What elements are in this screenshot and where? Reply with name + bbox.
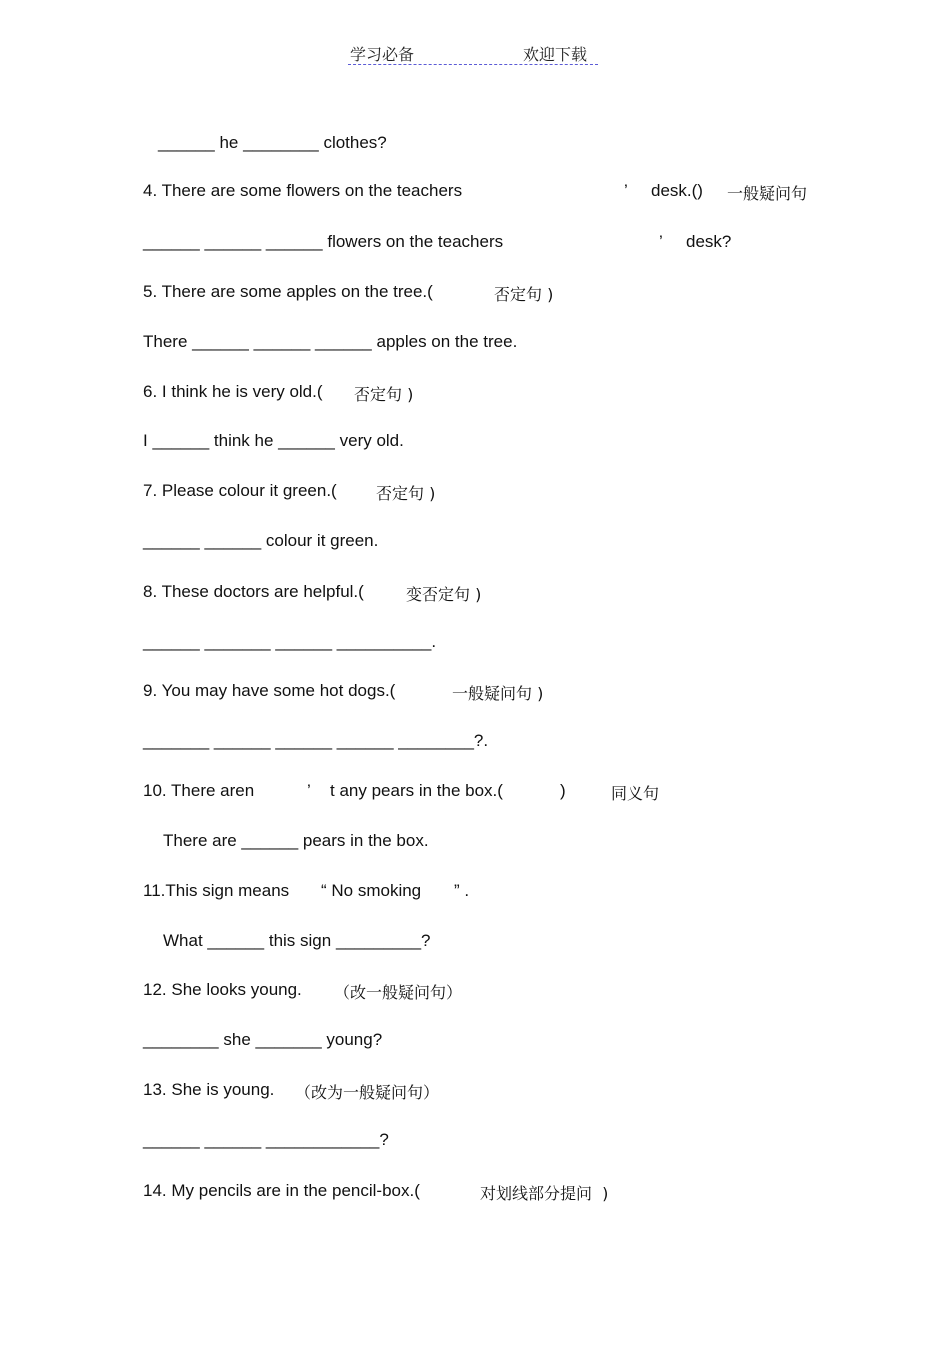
header-right-text: 欢迎下载	[523, 45, 588, 64]
instruction-note: （改一般疑问句）	[334, 983, 463, 1002]
instruction-note: 否定句 )	[376, 484, 436, 503]
exercise-text: 5. There are some apples on the tree.(	[143, 282, 433, 301]
exercise-text: 12. She looks young.	[143, 980, 302, 999]
exercise-text: ______ ______ ______ flowers on the teachers	[143, 232, 504, 251]
header-left-text: 学习必备	[350, 45, 415, 64]
exercise-text: What ______ this sign _________?	[163, 931, 431, 950]
instruction-note: 一般疑问句	[727, 184, 808, 203]
instruction-note: （改为一般疑问句）	[295, 1083, 440, 1102]
instruction-note: 否定句 )	[494, 285, 554, 304]
exercise-text: I ______ think he ______ very old.	[143, 431, 404, 450]
instruction-note: 对划线部分提问 )	[480, 1184, 609, 1203]
exercise-text: 7. Please colour it green.(	[143, 481, 337, 500]
exercise-text: 14. My pencils are in the pencil-box.(	[143, 1181, 420, 1200]
exercise-text: t any pears in the box.(	[330, 781, 503, 800]
exercise-text: “ No smoking	[321, 881, 422, 900]
exercise-text: ’	[307, 781, 311, 800]
exercise-text: 9. You may have some hot dogs.(	[143, 681, 396, 700]
exercise-text: 13. She is young.	[143, 1080, 275, 1099]
exercise-text: 4. There are some flowers on the teachers	[143, 181, 463, 200]
exercise-text: 10. There aren	[143, 781, 255, 800]
exercise-text: )	[560, 781, 566, 800]
page-header	[348, 42, 598, 65]
exercise-text: 6. I think he is very old.(	[143, 382, 323, 401]
instruction-note: 同义句	[611, 784, 660, 803]
exercise-text: ______ ______ ____________?	[143, 1130, 389, 1149]
instruction-note: 一般疑问句 )	[452, 684, 544, 703]
exercise-text: ’	[659, 232, 663, 251]
exercise-text: _______ ______ ______ ______ ________?.	[143, 731, 489, 750]
instruction-note: 变否定句 )	[406, 585, 482, 604]
exercise-text: desk.()	[651, 181, 703, 200]
exercise-text: ________ she _______ young?	[143, 1030, 383, 1049]
exercise-text: ______ _______ ______ __________.	[143, 632, 437, 651]
exercise-text: 11.This sign means	[143, 881, 290, 900]
exercise-text: ’	[624, 181, 628, 200]
exercise-text: There are ______ pears in the box.	[163, 831, 429, 850]
exercise-text: 8. These doctors are helpful.(	[143, 582, 364, 601]
exercise-text: ______ he ________ clothes?	[158, 133, 387, 152]
exercise-text: ” .	[454, 881, 470, 900]
exercise-text: There ______ ______ ______ apples on the tree.	[143, 332, 518, 351]
exercise-text: desk?	[686, 232, 732, 251]
instruction-note: 否定句 )	[354, 385, 414, 404]
exercise-text: ______ ______ colour it green.	[143, 531, 379, 550]
